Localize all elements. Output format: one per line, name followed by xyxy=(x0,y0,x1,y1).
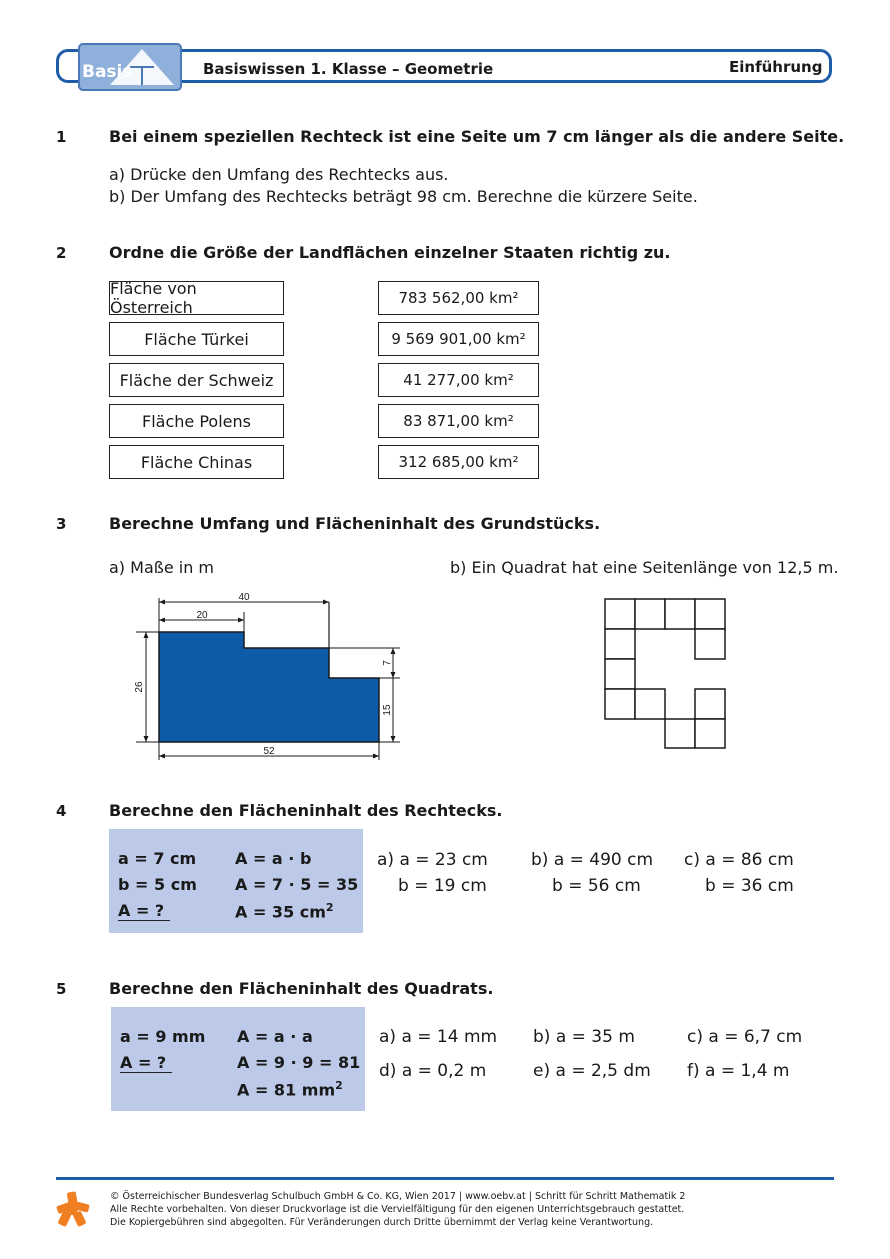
superscript: 2 xyxy=(335,1079,343,1092)
area-box: 9 569 901,00 km² xyxy=(378,322,539,356)
task-number-5: 5 xyxy=(56,980,67,998)
task-3-title: Berechne Umfang und Flächeninhalt des Grundstücks. xyxy=(109,514,601,533)
example-result-text: A = 35 cm xyxy=(235,902,326,922)
exercise-item: e) a = 2,5 dm xyxy=(533,1061,651,1081)
grid-square xyxy=(695,719,725,748)
grid-square xyxy=(605,629,635,659)
example-box-rectangle xyxy=(109,829,363,933)
country-box: Fläche Türkei xyxy=(109,322,284,356)
grid-square xyxy=(605,599,635,629)
dim-label-notch: 7 xyxy=(382,660,393,666)
example-result xyxy=(235,901,334,921)
task-1-title: Bei einem speziellen Rechteck ist eine Seite um 7 cm länger als die andere Seite. xyxy=(109,127,845,146)
exercise-item: c) a = 86 cm xyxy=(684,850,794,870)
example-line: A = 9 · 9 = 81 xyxy=(237,1053,361,1072)
example-result-text: A = 81 mm xyxy=(237,1080,336,1100)
exercise-item: b = 19 cm xyxy=(398,876,487,896)
exercise-item: b = 56 cm xyxy=(552,876,641,896)
exercise-item: f) a = 1,4 m xyxy=(687,1061,790,1081)
section-label: Einführung xyxy=(729,58,823,76)
dim-label-right: 15 xyxy=(382,704,393,716)
exercise-item: b) a = 490 cm xyxy=(531,850,654,870)
footer-copyright: © Österreichischer Bundesverlag Schulbuch GmbH & Co. KG, Wien 2017 | www.oebv.at | Schritt für Schritt Mathematik 2 xyxy=(110,1191,686,1202)
country-box: Fläche Chinas xyxy=(109,445,284,479)
area-box: 41 277,00 km² xyxy=(378,363,539,397)
task-1-part-b: b) Der Umfang des Rechtecks beträgt 98 cm. Berechne die kürzere Seite. xyxy=(109,187,698,206)
grid-square xyxy=(605,689,635,719)
example-line: A = ? xyxy=(120,1053,172,1073)
example-box-square xyxy=(111,1007,365,1111)
task-3-part-a: a) Maße in m xyxy=(109,558,215,577)
grid-square xyxy=(665,599,695,629)
country-box: Fläche von Österreich xyxy=(109,281,284,315)
example-line: a = 9 mm xyxy=(120,1027,206,1046)
exercise-item: a) a = 14 mm xyxy=(379,1027,498,1047)
grid-square xyxy=(635,599,665,629)
dim-label-left: 26 xyxy=(134,681,145,693)
logo-label: Basis xyxy=(82,62,133,82)
exercise-item: b = 36 cm xyxy=(705,876,794,896)
example-line: A = a · b xyxy=(235,849,312,868)
task-5-title: Berechne den Flächeninhalt des Quadrats. xyxy=(109,979,494,998)
example-line: A = ? xyxy=(118,901,170,921)
page-title: Basiswissen 1. Klasse – Geometrie xyxy=(203,60,494,78)
exercise-item: d) a = 0,2 m xyxy=(379,1061,487,1081)
oebv-star-logo xyxy=(55,1190,91,1228)
area-box: 312 685,00 km² xyxy=(378,445,539,479)
grid-square xyxy=(695,629,725,659)
example-result xyxy=(237,1079,343,1099)
footer-disclaimer: Die Kopiergebühren sind abgegolten. Für Veränderungen durch Dritte übernimmt der Verlag keine Verantwortung. xyxy=(110,1217,654,1228)
superscript: 2 xyxy=(325,901,334,914)
square-grid-figure xyxy=(603,597,728,750)
footer-rights: Alle Rechte vorbehalten. Von dieser Druckvorlage ist die Vervielfältigung für den eigenen Unterrichtsgebrauch gestattet. xyxy=(110,1204,685,1215)
exercise-item: c) a = 6,7 cm xyxy=(687,1027,803,1047)
area-box: 783 562,00 km² xyxy=(378,281,539,315)
task-4-title: Berechne den Flächeninhalt des Rechtecks. xyxy=(109,801,503,820)
example-line: A = 7 · 5 = 35 xyxy=(235,875,359,894)
grid-square xyxy=(605,659,635,689)
country-box: Fläche der Schweiz xyxy=(109,363,284,397)
exercise-item: b) a = 35 m xyxy=(533,1027,635,1047)
example-line: a = 7 cm xyxy=(118,849,197,868)
grid-square xyxy=(695,689,725,719)
task-number-4: 4 xyxy=(56,802,67,820)
dim-label-bottom: 52 xyxy=(263,746,275,757)
example-line: b = 5 cm xyxy=(118,875,197,894)
grid-square xyxy=(695,599,725,629)
footer-divider xyxy=(56,1177,834,1180)
task-2-title: Ordne die Größe der Landflächen einzelner Staaten richtig zu. xyxy=(109,243,671,262)
exercise-item: a) a = 23 cm xyxy=(377,850,488,870)
task-number-3: 3 xyxy=(56,515,67,533)
dim-label-top-total: 40 xyxy=(238,592,250,603)
task-number-2: 2 xyxy=(56,244,67,262)
dim-label-top-step: 20 xyxy=(196,610,208,621)
grid-square xyxy=(635,689,665,719)
task-1-part-a: a) Drücke den Umfang des Rechtecks aus. xyxy=(109,165,449,184)
country-box: Fläche Polens xyxy=(109,404,284,438)
task-3-part-b: b) Ein Quadrat hat eine Seitenlänge von 12,5 m. xyxy=(450,558,839,577)
area-box: 83 871,00 km² xyxy=(378,404,539,438)
task-number-1: 1 xyxy=(56,128,67,146)
grid-square xyxy=(665,719,695,748)
land-plot-figure xyxy=(130,590,410,765)
example-line: A = a · a xyxy=(237,1027,313,1046)
